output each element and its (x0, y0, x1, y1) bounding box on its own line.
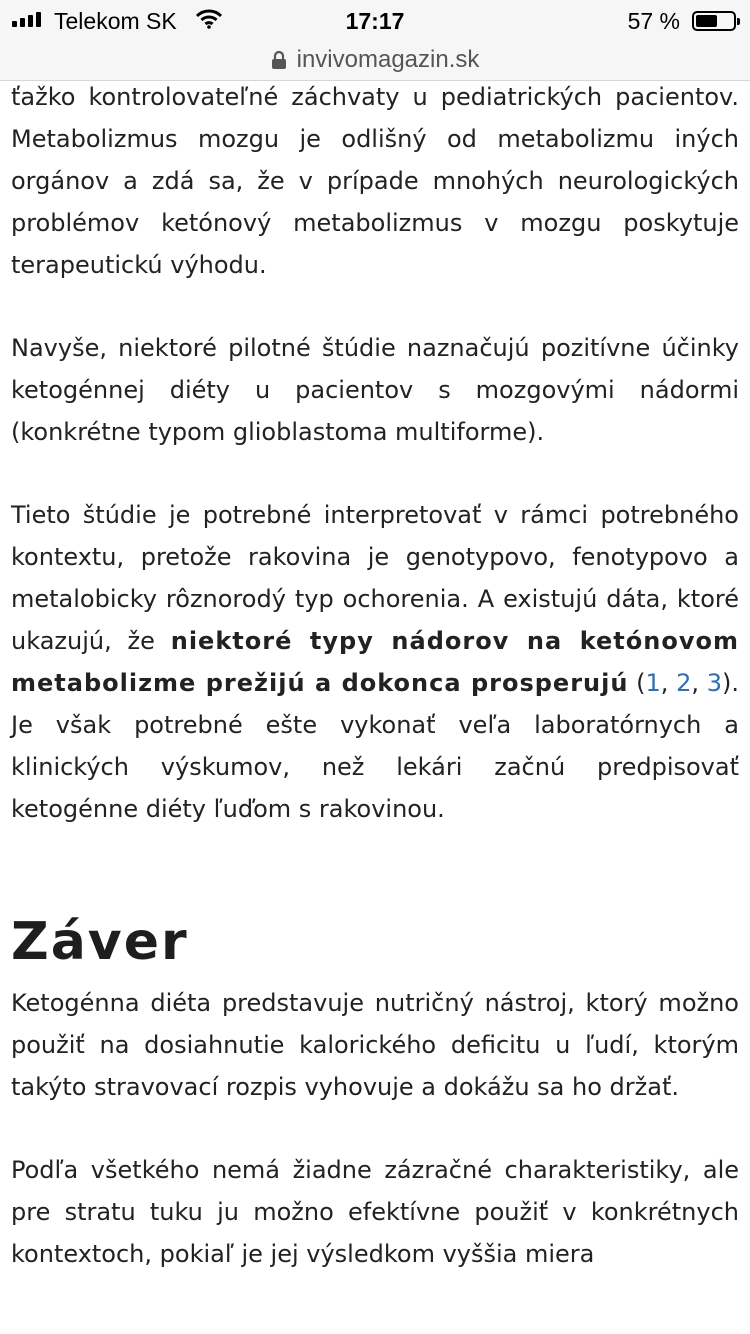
section-heading: Záver (11, 912, 189, 972)
battery-percent: 57 % (627, 8, 680, 34)
url-bar[interactable] (0, 40, 750, 81)
separator: , (691, 669, 707, 697)
paragraph-text: ). Je však potrebné ešte vykonať veľa laboratórnych a klinických výskumov, než lekári začnú predpisovať ketogénne diéty ľuďom s rakovinou. (11, 669, 740, 823)
clock: 17:17 (345, 8, 405, 34)
citation-link-3[interactable]: 3 (706, 669, 723, 697)
paragraph-text: Tieto štúdie je potrebné interpretovať v rámci potrebného kontextu, pretože rakovina je genotypovo, fenotypovo a metalobicky rôznorodý typ ochorenia. A existujú dáta, ktoré ukazujú, že (11, 501, 739, 655)
lock-icon (271, 50, 287, 70)
bold-text: niektoré typy nádorov na ketónovom metabolizme prežijú a dokonca prosperujú (11, 627, 739, 697)
battery-icon (692, 11, 736, 31)
carrier-name: Telekom SK (54, 8, 177, 34)
article-paragraph: Ketogénna diéta predstavuje nutričný nástroj, ktorý možno použiť na dosiahnutie kalorického deficitu u ľudí, ktorým takýto stravovací rozpis vyhovuje a dokážu sa ho držať. (11, 989, 739, 1101)
article-body (11, 76, 739, 1275)
article-paragraph: ťažko kontrolovateľné záchvaty u pediatrických pacientov. Metabolizmus mozgu je odlišný od metabolizmu iných orgánov a zdá sa, že v prípade mnohých neurologických problémov ketónový metabolizmus v mozgu poskytuje terapeutickú výhodu. (11, 83, 739, 279)
citation-link-1[interactable]: 1 (645, 669, 661, 697)
article-paragraph: Podľa všetkého nemá žiadne zázračné charakteristiky, ale pre stratu tuku ju možno efektívne použiť v konkrétnych kontextoch, pokiaľ je jej výsledkom vyššia miera (11, 1156, 739, 1268)
citation-link-2[interactable]: 2 (676, 669, 692, 697)
article-paragraph (11, 494, 739, 830)
separator: , (660, 669, 677, 697)
status-bar (0, 0, 750, 40)
paren-open: ( (628, 669, 646, 697)
article-paragraph: Navyše, niektoré pilotné štúdie naznačujú pozitívne účinky ketogénnej diéty u pacientov s mozgovými nádormi (konkrétne typom glioblastoma multiforme). (11, 334, 739, 446)
url-text[interactable]: invivomagazin.sk (296, 46, 480, 73)
